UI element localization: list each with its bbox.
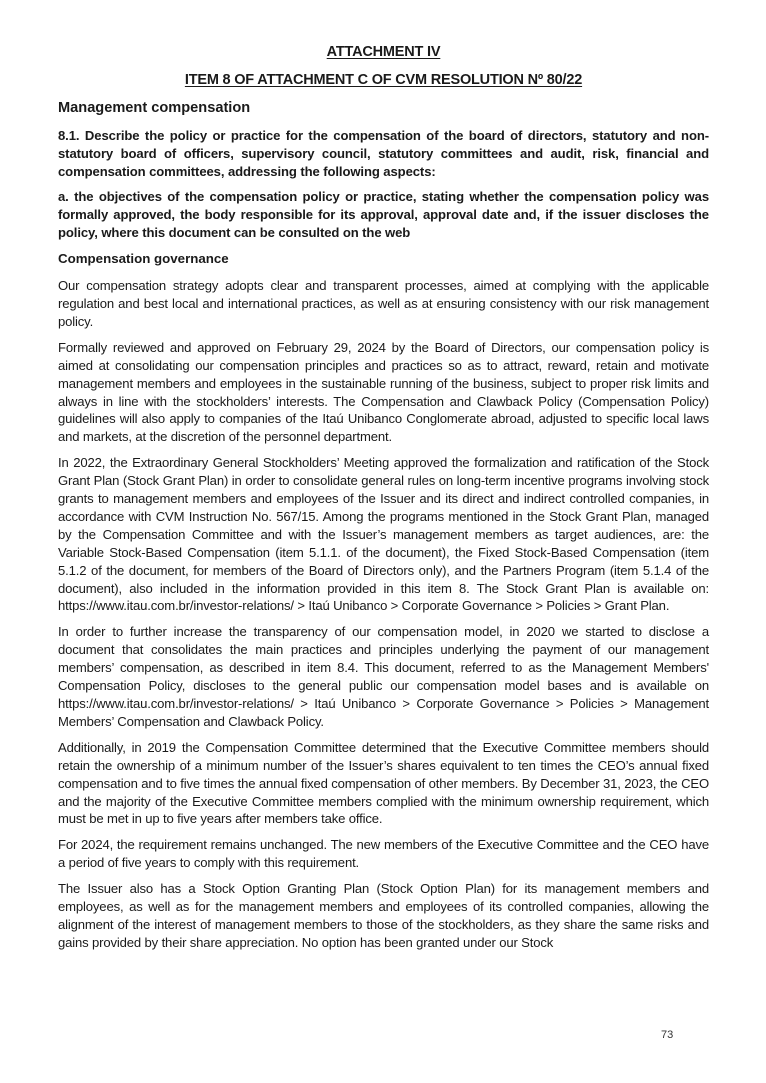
question-a: a. the objectives of the compensation policy or practice, stating whether the compensation policy was formally approved, the body responsible for its approval, approval date and, if the issuer discloses the policy, where this document can be consulted on the web [58, 189, 709, 241]
paragraph: The Issuer also has a Stock Option Granting Plan (Stock Option Plan) for its management members and employees, as well as for the management members and employees of its controlled companies, allowing the alignment of the interest of management members to those of the stockholders, as they share the same risks and gains provided by their share appreciation. No option has been granted under our Stock [58, 881, 709, 950]
item-title: ITEM 8 OF ATTACHMENT C OF CVM RESOLUTION Nº 80/22 [184, 71, 583, 88]
attachment-title: ATTACHMENT IV [326, 44, 441, 60]
paragraph: Additionally, in 2019 the Compensation Committee determined that the Executive Committee members should retain the ownership of a minimum number of the Issuer’s shares equivalent to ten times the CEO’s annual fixed compensation and to five times the annual fixed compensation of other members. By December 31, 2023, the CEO and the majority of the Executive Committee members complied with the minimum ownership requirement, which must be met in up to five years after members take office. [58, 739, 709, 827]
page-number: 73 [661, 1029, 674, 1041]
paragraph: For 2024, the requirement remains unchanged. The new members of the Executive Committee and the CEO have a period of five years to comply with this requirement. [58, 837, 709, 871]
paragraph: Formally reviewed and approved on February 29, 2024 by the Board of Directors, our compensation policy is aimed at consolidating our compensation principles and practices so as to attract, reward, retain and motivate management members and employees in the sustainable running of the business, subject to proper risk limits and always in line with the stockholders’ interests. The Compensation and Clawback Policy (Compensation Policy) guidelines will also apply to companies of the Itaú Unibanco Conglomerate abroad, adjusted to specific local laws and markets, at the discretion of the personnel department. [58, 339, 709, 445]
section-heading: Management compensation [58, 99, 251, 116]
document-page [58, 44, 709, 960]
paragraph: Our compensation strategy adopts clear and transparent processes, aimed at complying with the applicable regulation and best local and international practices, as well as at ensuring consistency with our risk management policy. [58, 278, 709, 329]
question-8-1: 8.1. Describe the policy or practice for the compensation of the board of directors, statutory and non-statutory board of officers, supervisory council, statutory committees and audit, risk, financial and compensation committees, addressing the following aspects: [58, 127, 709, 179]
paragraph: In order to further increase the transparency of our compensation model, in 2020 we started to disclose a document that consolidates the main practices and principles underlying the payment of our management members’ compensation, as described in item 8.4. This document, referred to as the Management Members' Compensation Policy, discloses to the general public our compensation model bases and is available on https://www.itau.com.br/investor-relations/ > Itaú Unibanco > Corporate Governance > Policies > Management Members’ Compensation and Clawback Policy. [58, 624, 709, 729]
compensation-governance-heading: Compensation governance [58, 251, 229, 267]
paragraph: In 2022, the Extraordinary General Stockholders’ Meeting approved the formalization and ratification of the Stock Grant Plan (Stock Grant Plan) in order to consolidate general rules on long-term incentive programs involving stock grants to management members and employees of the Issuer and its direct and indirect controlled companies, in accordance with CVM Instruction No. 567/15. Among the programs mentioned in the Stock Grant Plan, managed by the Compensation Committee and with the Issuer’s management members as target audiences, are: the Variable Stock-Based Compensation (item 5.1.1. of the document), the Fixed Stock-Based Compensation (item 5.1.2 of the document, for members of the Board of Directors only), and the Partners Program (item 5.1.4 of the document), also included in the information provided in this item 8. The Stock Grant Plan is available on: https://www.itau.com.br/investor-relations/ > Itaú Unibanco > Corporate Governance > Policies > Grant Plan. [58, 455, 709, 614]
